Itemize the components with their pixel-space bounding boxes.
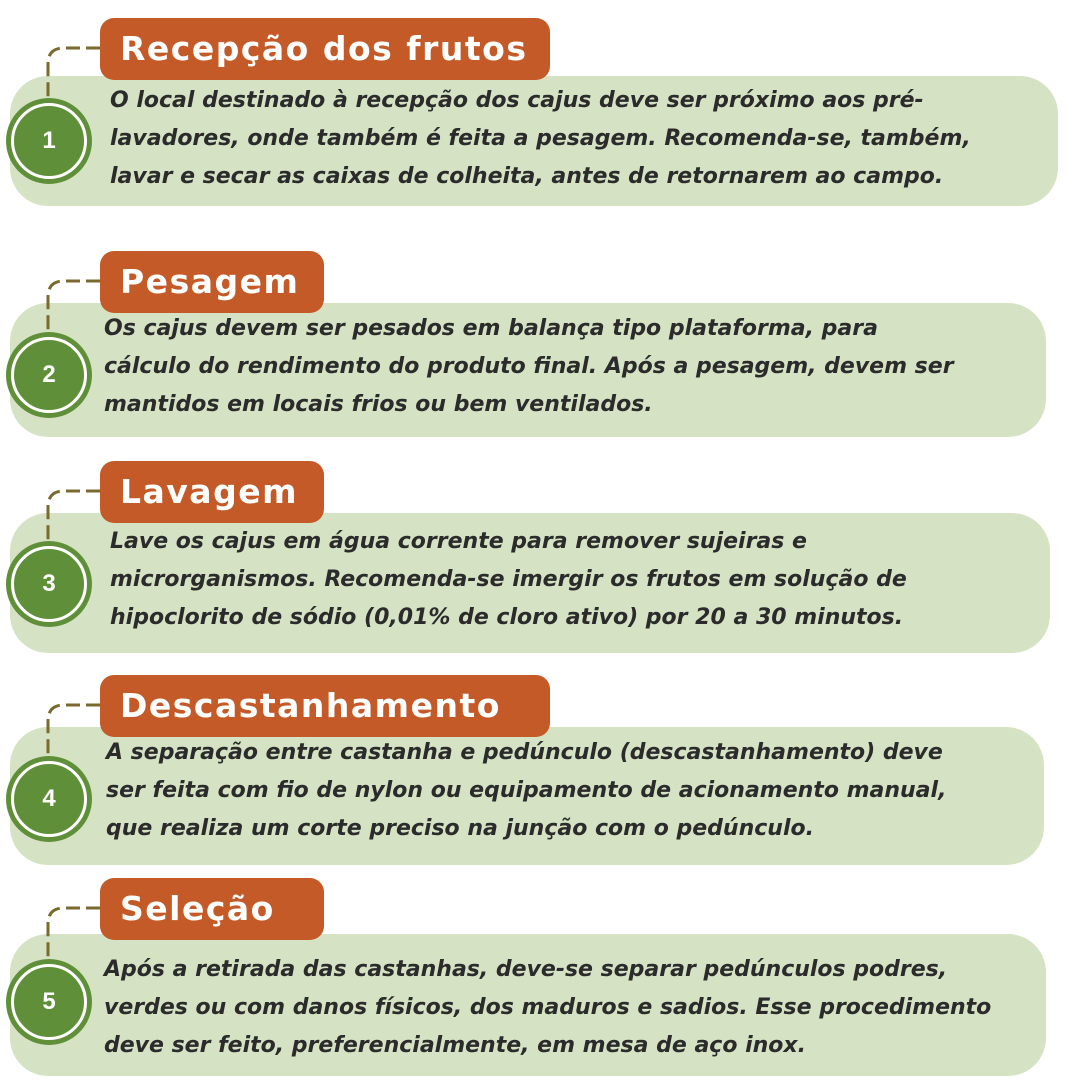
- description-line: ser feita com fio de nylon ou equipamento de acionamento manual,: [106, 778, 947, 803]
- description-line: Os cajus devem ser pesados em balança tipo plataforma, para: [104, 316, 878, 341]
- step-number: 4: [42, 785, 56, 812]
- step-description: [110, 523, 907, 637]
- description-line: lavar e secar as caixas de colheita, antes de retornarem ao campo.: [110, 164, 944, 189]
- description-line: deve ser feito, preferencialmente, em mesa de aço inox.: [104, 1033, 806, 1058]
- step-title: Seleção: [100, 878, 324, 940]
- step-3: [0, 461, 1080, 656]
- description-line: A separação entre castanha e pedúnculo (descastanhamento) deve: [106, 740, 943, 765]
- step-number: 2: [42, 361, 56, 388]
- description-line: lavadores, onde também é feita a pesagem. Recomenda-se, também,: [110, 126, 971, 151]
- step-description: [104, 310, 954, 424]
- step-number: 5: [42, 988, 56, 1015]
- step-5: [0, 878, 1080, 1080]
- step-number-badge: [6, 541, 92, 627]
- step-title: Descastanhamento: [100, 675, 550, 737]
- step-number-badge: [6, 98, 92, 184]
- step-title: Pesagem: [100, 251, 324, 313]
- step-number-badge: [6, 332, 92, 418]
- step-number: 1: [42, 127, 56, 154]
- description-line: hipoclorito de sódio (0,01% de cloro ativo) por 20 a 30 minutos.: [110, 605, 904, 630]
- step-number-badge: [6, 756, 92, 842]
- step-2: [0, 251, 1080, 441]
- step-title: Recepção dos frutos: [100, 18, 550, 80]
- description-line: microrganismos. Recomenda-se imergir os frutos em solução de: [110, 567, 907, 592]
- step-title: Lavagem: [100, 461, 324, 523]
- description-line: que realiza um corte preciso na junção com o pedúnculo.: [106, 816, 814, 841]
- description-line: cálculo do rendimento do produto final. Após a pesagem, devem ser: [104, 354, 954, 379]
- step-description: [104, 951, 991, 1065]
- step-number: 3: [42, 570, 56, 597]
- step-number-badge: [6, 959, 92, 1045]
- step-4: [0, 675, 1080, 870]
- description-line: O local destinado à recepção dos cajus deve ser próximo aos pré-: [110, 88, 924, 113]
- description-line: Após a retirada das castanhas, deve-se separar pedúnculos podres,: [104, 957, 948, 982]
- step-description: [106, 734, 946, 848]
- description-line: mantidos em locais frios ou bem ventilados.: [104, 392, 653, 417]
- step-1: [0, 18, 1080, 208]
- description-line: verdes ou com danos físicos, dos maduros e sadios. Esse procedimento: [104, 995, 992, 1020]
- step-description: [110, 82, 971, 196]
- description-line: Lave os cajus em água corrente para remover sujeiras e: [110, 529, 807, 554]
